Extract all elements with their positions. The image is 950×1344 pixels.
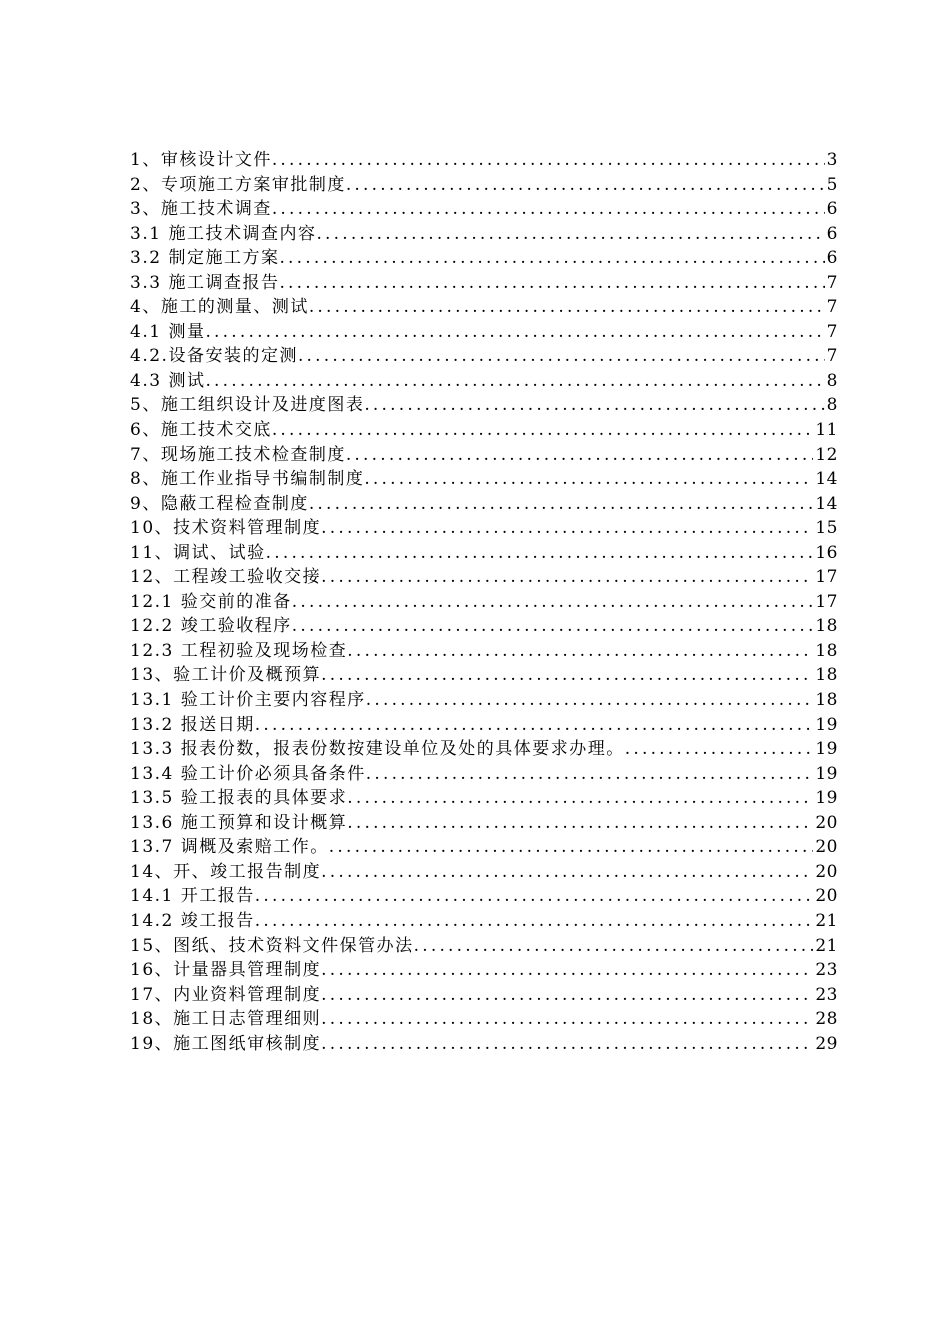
toc-entry[interactable] xyxy=(130,614,838,639)
toc-entry-title: 18、施工日志管理细则 xyxy=(130,1009,322,1030)
toc-dot-leader xyxy=(329,835,814,860)
toc-entry-page-number: 19 xyxy=(815,763,838,784)
toc-dot-leader xyxy=(298,344,825,369)
toc-entry-page-number: 19 xyxy=(815,788,838,809)
toc-entry-title: 17、内业资料管理制度 xyxy=(130,984,322,1005)
toc-entry[interactable] xyxy=(130,835,838,860)
toc-entry-title: 5、施工组织设计及进度图表 xyxy=(130,395,365,416)
toc-entry[interactable] xyxy=(130,443,838,468)
toc-dot-leader xyxy=(255,713,814,738)
toc-entry-page-number: 8 xyxy=(826,370,838,391)
table-of-contents xyxy=(130,148,838,1056)
toc-entry-title: 4.3 测试 xyxy=(130,370,206,391)
toc-dot-leader xyxy=(364,393,824,418)
toc-entry[interactable] xyxy=(130,393,838,418)
toc-entry-title: 2、专项施工方案审批制度 xyxy=(130,174,346,195)
toc-entry-title: 3、施工技术调查 xyxy=(130,199,272,220)
toc-entry-page-number: 18 xyxy=(815,616,838,637)
toc-dot-leader xyxy=(292,614,814,639)
toc-entry[interactable] xyxy=(130,516,838,541)
toc-dot-leader xyxy=(347,811,813,836)
toc-entry-title: 11、调试、试验 xyxy=(130,542,266,563)
toc-entry[interactable] xyxy=(130,737,838,762)
toc-entry[interactable] xyxy=(130,492,838,517)
toc-dot-leader xyxy=(292,590,814,615)
toc-entry-title: 6、施工技术交底 xyxy=(130,420,272,441)
toc-dot-leader xyxy=(272,148,825,173)
toc-entry-page-number: 7 xyxy=(826,272,838,293)
toc-entry-page-number: 6 xyxy=(826,248,838,269)
toc-entry-page-number: 19 xyxy=(815,714,838,735)
toc-entry[interactable] xyxy=(130,713,838,738)
toc-dot-leader xyxy=(346,443,814,468)
toc-dot-leader xyxy=(321,663,813,688)
toc-entry[interactable] xyxy=(130,1032,838,1057)
toc-entry-title: 14.2 竣工报告 xyxy=(130,910,255,931)
toc-entry-title: 15、图纸、技术资料文件保管办法 xyxy=(130,935,414,956)
toc-entry-page-number: 8 xyxy=(826,395,838,416)
toc-dot-leader xyxy=(347,639,813,664)
toc-entry-title: 3.3 施工调查报告 xyxy=(130,272,280,293)
toc-entry-page-number: 15 xyxy=(815,518,838,539)
toc-entry-page-number: 7 xyxy=(826,297,838,318)
toc-entry-title: 12、工程竣工验收交接 xyxy=(130,567,322,588)
toc-entry-title: 19、施工图纸审核制度 xyxy=(130,1033,322,1054)
toc-entry-page-number: 11 xyxy=(815,420,838,441)
toc-entry-title: 13.6 施工预算和设计概算 xyxy=(130,812,348,833)
toc-entry-page-number: 3 xyxy=(826,150,838,170)
toc-entry-title: 13.4 验工计价必须具备条件 xyxy=(130,763,366,784)
toc-entry-page-number: 21 xyxy=(815,935,838,956)
toc-dot-leader xyxy=(364,467,813,492)
toc-entry-title: 13、验工计价及概预算 xyxy=(130,665,322,686)
toc-entry[interactable] xyxy=(130,934,838,959)
toc-entry[interactable] xyxy=(130,246,838,271)
toc-entry[interactable] xyxy=(130,909,838,934)
toc-entry[interactable] xyxy=(130,565,838,590)
toc-entry-title: 12.2 竣工验收程序 xyxy=(130,616,292,637)
toc-entry-page-number: 20 xyxy=(815,812,838,833)
toc-entry[interactable] xyxy=(130,541,838,566)
toc-entry-page-number: 14 xyxy=(815,493,838,514)
toc-dot-leader xyxy=(205,320,824,345)
toc-entry-title: 8、施工作业指导书编制制度 xyxy=(130,469,365,490)
toc-entry-page-number: 19 xyxy=(815,739,838,760)
toc-entry[interactable] xyxy=(130,173,838,198)
toc-dot-leader xyxy=(309,295,825,320)
toc-entry-title: 14、开、竣工报告制度 xyxy=(130,861,322,882)
toc-dot-leader xyxy=(266,541,814,566)
toc-dot-leader xyxy=(321,958,813,983)
toc-entry-page-number: 6 xyxy=(826,223,838,244)
toc-entry[interactable] xyxy=(130,983,838,1008)
toc-entry-title: 12.1 验交前的准备 xyxy=(130,591,292,612)
toc-entry-page-number: 23 xyxy=(815,984,838,1005)
toc-dot-leader xyxy=(272,197,825,222)
toc-entry-page-number: 17 xyxy=(815,591,838,612)
toc-dot-leader xyxy=(347,786,813,811)
toc-entry-page-number: 12 xyxy=(815,444,838,465)
toc-entry-title: 10、技术资料管理制度 xyxy=(130,518,322,539)
toc-entry-page-number: 21 xyxy=(815,910,838,931)
toc-dot-leader xyxy=(625,737,814,762)
toc-dot-leader xyxy=(321,983,813,1008)
toc-dot-leader xyxy=(316,222,824,247)
toc-entry-title: 13.7 调概及索赔工作。 xyxy=(130,837,329,858)
toc-entry[interactable] xyxy=(130,663,838,688)
toc-entry-page-number: 6 xyxy=(826,199,838,220)
toc-entry[interactable] xyxy=(130,197,838,222)
toc-entry[interactable] xyxy=(130,369,838,394)
toc-dot-leader xyxy=(321,565,813,590)
toc-entry[interactable] xyxy=(130,590,838,615)
toc-dot-leader xyxy=(321,516,813,541)
toc-entry[interactable] xyxy=(130,1007,838,1032)
toc-entry[interactable] xyxy=(130,762,838,787)
toc-entry[interactable] xyxy=(130,344,838,369)
toc-dot-leader xyxy=(321,1032,813,1057)
toc-entry[interactable] xyxy=(130,148,838,173)
toc-entry-page-number: 23 xyxy=(815,960,838,981)
toc-entry-page-number: 20 xyxy=(815,886,838,907)
toc-entry[interactable] xyxy=(130,786,838,811)
toc-entry[interactable] xyxy=(130,958,838,983)
toc-entry-page-number: 17 xyxy=(815,567,838,588)
toc-entry-page-number: 5 xyxy=(826,174,838,195)
toc-entry-page-number: 29 xyxy=(815,1033,838,1054)
toc-entry[interactable] xyxy=(130,811,838,836)
toc-entry[interactable] xyxy=(130,884,838,909)
toc-entry[interactable] xyxy=(130,688,838,713)
toc-dot-leader xyxy=(279,246,824,271)
toc-dot-leader xyxy=(309,492,814,517)
toc-entry-title: 4、施工的测量、测试 xyxy=(130,297,309,318)
toc-entry-title: 13.5 验工报表的具体要求 xyxy=(130,788,348,809)
toc-dot-leader xyxy=(321,1007,813,1032)
toc-entry-title: 3.2 制定施工方案 xyxy=(130,248,280,269)
toc-entry-page-number: 7 xyxy=(826,321,838,342)
toc-entry[interactable] xyxy=(130,467,838,492)
toc-entry-page-number: 18 xyxy=(815,640,838,661)
toc-dot-leader xyxy=(255,909,814,934)
toc-entry-title: 4.2.设备安装的定测 xyxy=(130,346,298,367)
toc-entry-title: 16、计量器具管理制度 xyxy=(130,960,322,981)
toc-dot-leader xyxy=(255,884,814,909)
toc-dot-leader xyxy=(272,418,814,443)
toc-entry-page-number: 16 xyxy=(815,542,838,563)
toc-entry-title: 13.1 验工计价主要内容程序 xyxy=(130,690,366,711)
toc-dot-leader xyxy=(321,860,813,885)
toc-entry-title: 3.1 施工技术调查内容 xyxy=(130,223,317,244)
toc-dot-leader xyxy=(366,762,814,787)
toc-entry[interactable] xyxy=(130,639,838,664)
toc-dot-leader xyxy=(366,688,814,713)
toc-entry-title: 1、审核设计文件 xyxy=(130,150,272,170)
toc-entry-title: 14.1 开工报告 xyxy=(130,886,255,907)
toc-entry-page-number: 28 xyxy=(815,1009,838,1030)
toc-entry-title: 12.3 工程初验及现场检查 xyxy=(130,640,348,661)
toc-entry-title: 13.2 报送日期 xyxy=(130,714,255,735)
toc-entry-page-number: 7 xyxy=(826,346,838,367)
toc-entry[interactable] xyxy=(130,295,838,320)
toc-dot-leader xyxy=(346,173,825,198)
toc-entry-page-number: 18 xyxy=(815,665,838,686)
toc-entry-page-number: 14 xyxy=(815,469,838,490)
toc-entry[interactable] xyxy=(130,222,838,247)
toc-entry-page-number: 20 xyxy=(815,861,838,882)
toc-dot-leader xyxy=(205,369,824,394)
toc-entry-page-number: 18 xyxy=(815,690,838,711)
toc-entry-title: 4.1 测量 xyxy=(130,321,206,342)
toc-dot-leader xyxy=(414,934,814,959)
toc-entry-title: 9、隐蔽工程检查制度 xyxy=(130,493,309,514)
toc-entry[interactable] xyxy=(130,271,838,296)
toc-entry[interactable] xyxy=(130,418,838,443)
toc-entry-title: 13.3 报表份数，报表份数按建设单位及处的具体要求办理。 xyxy=(130,739,625,760)
toc-dot-leader xyxy=(279,271,824,296)
toc-entry[interactable] xyxy=(130,320,838,345)
toc-entry-page-number: 20 xyxy=(815,837,838,858)
toc-entry[interactable] xyxy=(130,860,838,885)
toc-entry-title: 7、现场施工技术检查制度 xyxy=(130,444,346,465)
